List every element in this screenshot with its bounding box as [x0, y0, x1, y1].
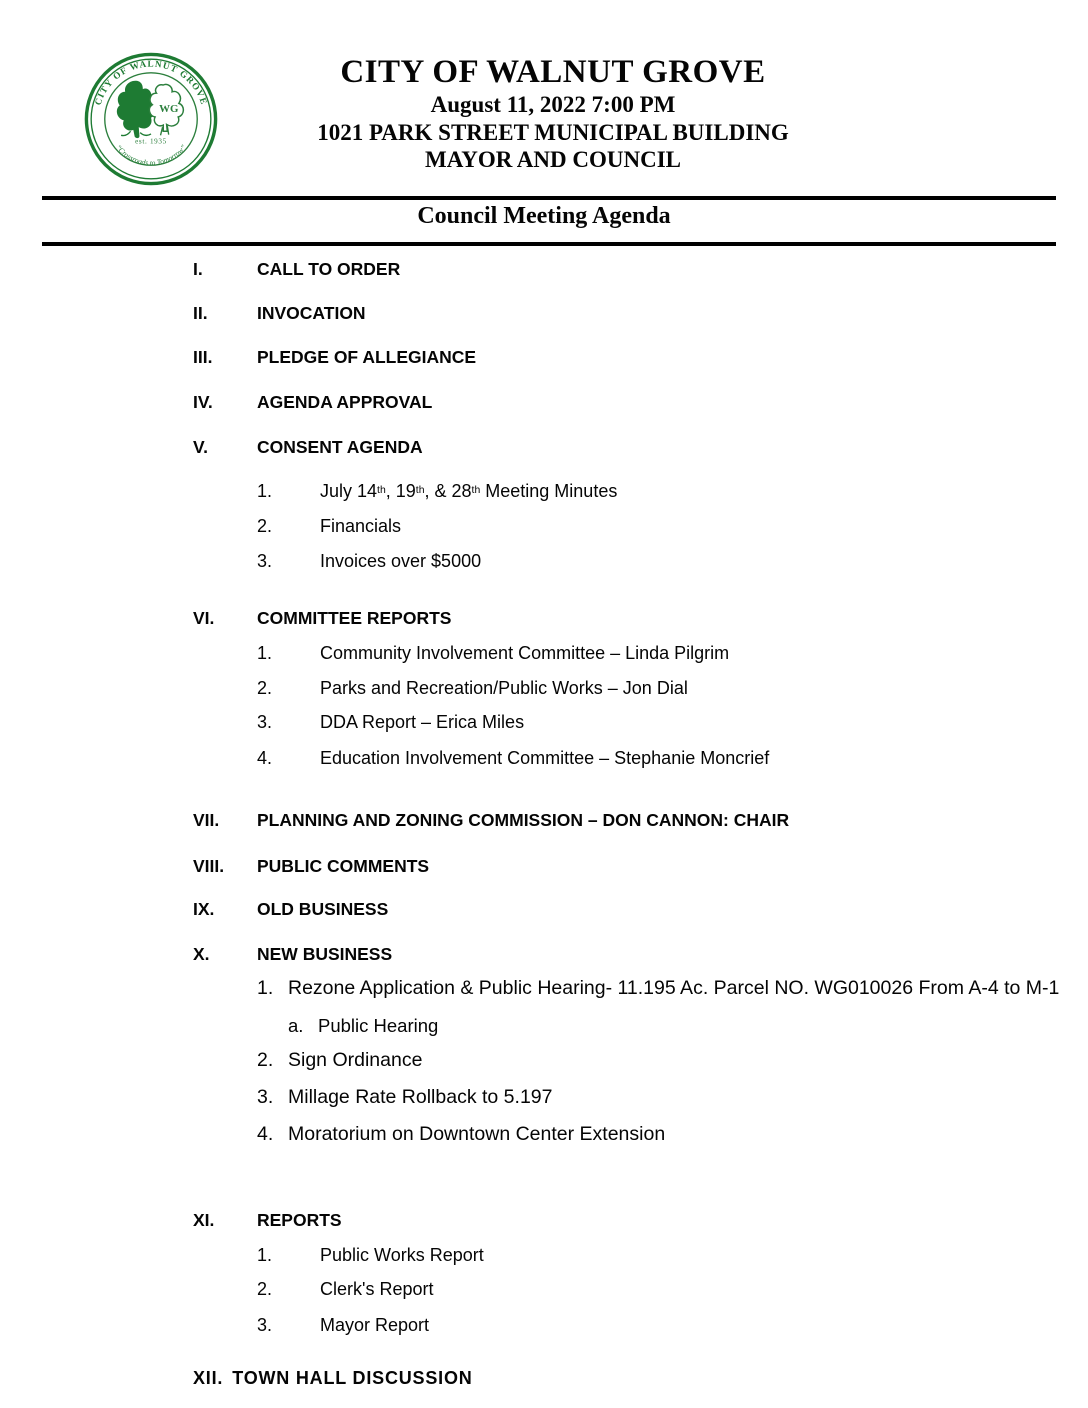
item-text: Mayor Report: [320, 1315, 430, 1335]
item-text: CONSENT AGENDA: [257, 437, 423, 457]
agenda-item-1: [0, 481, 1088, 502]
item-number: III.: [193, 347, 213, 367]
seal-monogram: WG: [159, 103, 179, 116]
agenda-item-3: [0, 712, 1088, 733]
item-number: V.: [193, 437, 208, 457]
meeting-address: 1021 PARK STREET MUNICIPAL BUILDING: [317, 119, 789, 145]
agenda-item-xii: [0, 1368, 1088, 1389]
agenda-item-iii: [0, 347, 1088, 367]
item-number: 2.: [257, 1049, 274, 1071]
agenda-item-2: [0, 516, 1088, 537]
item-text: Invoices over $5000: [320, 551, 482, 571]
seal-arc-text: CITY OF WALNUT GROVE: [92, 58, 210, 107]
agenda-item-1: [0, 1245, 1088, 1266]
item-text: Public Works Report: [320, 1245, 484, 1265]
item-number: IX.: [193, 899, 215, 919]
item-number: 1.: [257, 481, 273, 501]
divider-rule-top: [42, 196, 1056, 200]
item-number: X.: [193, 944, 210, 964]
item-text: Rezone Application & Public Hearing- 11.195 Ac. Parcel NO. WG010026 From A-4 to M-1: [288, 977, 1060, 999]
item-text: AGENDA APPROVAL: [257, 392, 433, 412]
agenda-item-3: [0, 1315, 1088, 1336]
item-number: 1.: [257, 1245, 273, 1265]
meeting-body: MAYOR AND COUNCIL: [425, 147, 681, 172]
agenda-item-4: [0, 748, 1088, 769]
item-text: NEW BUSINESS: [257, 944, 393, 964]
item-number: 4.: [257, 1123, 274, 1145]
item-text: PUBLIC COMMENTS: [257, 856, 430, 876]
item-number: VI.: [193, 608, 215, 628]
item-number: 1.: [257, 643, 273, 663]
item-number: II.: [193, 303, 208, 323]
meeting-datetime: August 11, 2022 7:00 PM: [430, 92, 676, 117]
document-header: [0, 0, 1088, 174]
item-number: 3.: [257, 1086, 274, 1108]
agenda-item-4: [0, 1123, 1088, 1146]
item-number: 1.: [257, 977, 274, 999]
item-text: Moratorium on Downtown Center Extension: [288, 1123, 666, 1145]
item-text: REPORTS: [257, 1210, 342, 1230]
item-text: CALL TO ORDER: [257, 259, 401, 279]
seal-established: est. 1935: [135, 137, 167, 146]
agenda-item-iv: [0, 392, 1088, 412]
item-text: COMMITTEE REPORTS: [257, 608, 452, 628]
item-text: Community Involvement Committee – Linda Pilgrim: [320, 643, 730, 663]
item-number: VIII.: [193, 856, 225, 876]
item-text: Public Hearing: [318, 1015, 439, 1036]
agenda-item-i: [0, 259, 1088, 279]
item-text: Education Involvement Committee – Stephanie Moncrief: [320, 748, 770, 768]
item-number: 2.: [257, 516, 273, 536]
item-text: INVOCATION: [257, 303, 366, 323]
agenda-item-2: [0, 1049, 1088, 1072]
agenda-item-2: [0, 1279, 1088, 1300]
item-text: Financials: [320, 516, 402, 536]
agenda-item-a: [0, 1015, 1088, 1037]
agenda-item-2: [0, 678, 1088, 699]
item-number: 2.: [257, 678, 273, 698]
agenda-item-x: [0, 944, 1088, 964]
item-number: IV.: [193, 392, 213, 412]
item-number: 4.: [257, 748, 273, 768]
agenda-item-vii: [0, 810, 1088, 830]
item-number: VII.: [193, 810, 220, 830]
item-text: OLD BUSINESS: [257, 899, 389, 919]
item-text: Sign Ordinance: [288, 1049, 423, 1071]
item-number: XI.: [193, 1210, 215, 1230]
agenda-item-vi: [0, 608, 1088, 628]
agenda-list: [0, 246, 1088, 1389]
agenda-item-xi: [0, 1210, 1088, 1230]
page-title: CITY OF WALNUT GROVE: [340, 54, 766, 90]
agenda-item-ii: [0, 303, 1088, 323]
seal-motto-text: “Crossroads to Tomorrow”: [114, 142, 188, 168]
item-number: a.: [288, 1015, 304, 1036]
item-text: DDA Report – Erica Miles: [320, 712, 525, 732]
agenda-title: Council Meeting Agenda: [417, 203, 671, 229]
item-text: PLANNING AND ZONING COMMISSION – DON CANNON: CHAIR: [257, 810, 790, 830]
item-text: TOWN HALL DISCUSSION: [232, 1368, 473, 1388]
item-text: Parks and Recreation/Public Works – Jon Dial: [320, 678, 688, 698]
agenda-item-ix: [0, 899, 1088, 919]
agenda-item-3: [0, 1086, 1088, 1109]
item-number: 2.: [257, 1279, 273, 1299]
item-number: 3.: [257, 551, 273, 571]
agenda-item-1: [0, 977, 1088, 1000]
item-text: PLEDGE OF ALLEGIANCE: [257, 347, 477, 367]
agenda-item-v: [0, 437, 1088, 457]
item-text: July 14th, 19th, & 28th Meeting Minutes: [320, 481, 618, 501]
item-text: Clerk's Report: [320, 1279, 434, 1299]
agenda-item-1: [0, 643, 1088, 664]
item-number: 3.: [257, 1315, 273, 1335]
item-text: Millage Rate Rollback to 5.197: [288, 1086, 553, 1108]
agenda-item-3: [0, 551, 1088, 572]
item-number: XII.: [193, 1368, 224, 1388]
item-number: 3.: [257, 712, 273, 732]
item-number: I.: [193, 259, 203, 279]
agenda-item-viii: [0, 856, 1088, 876]
